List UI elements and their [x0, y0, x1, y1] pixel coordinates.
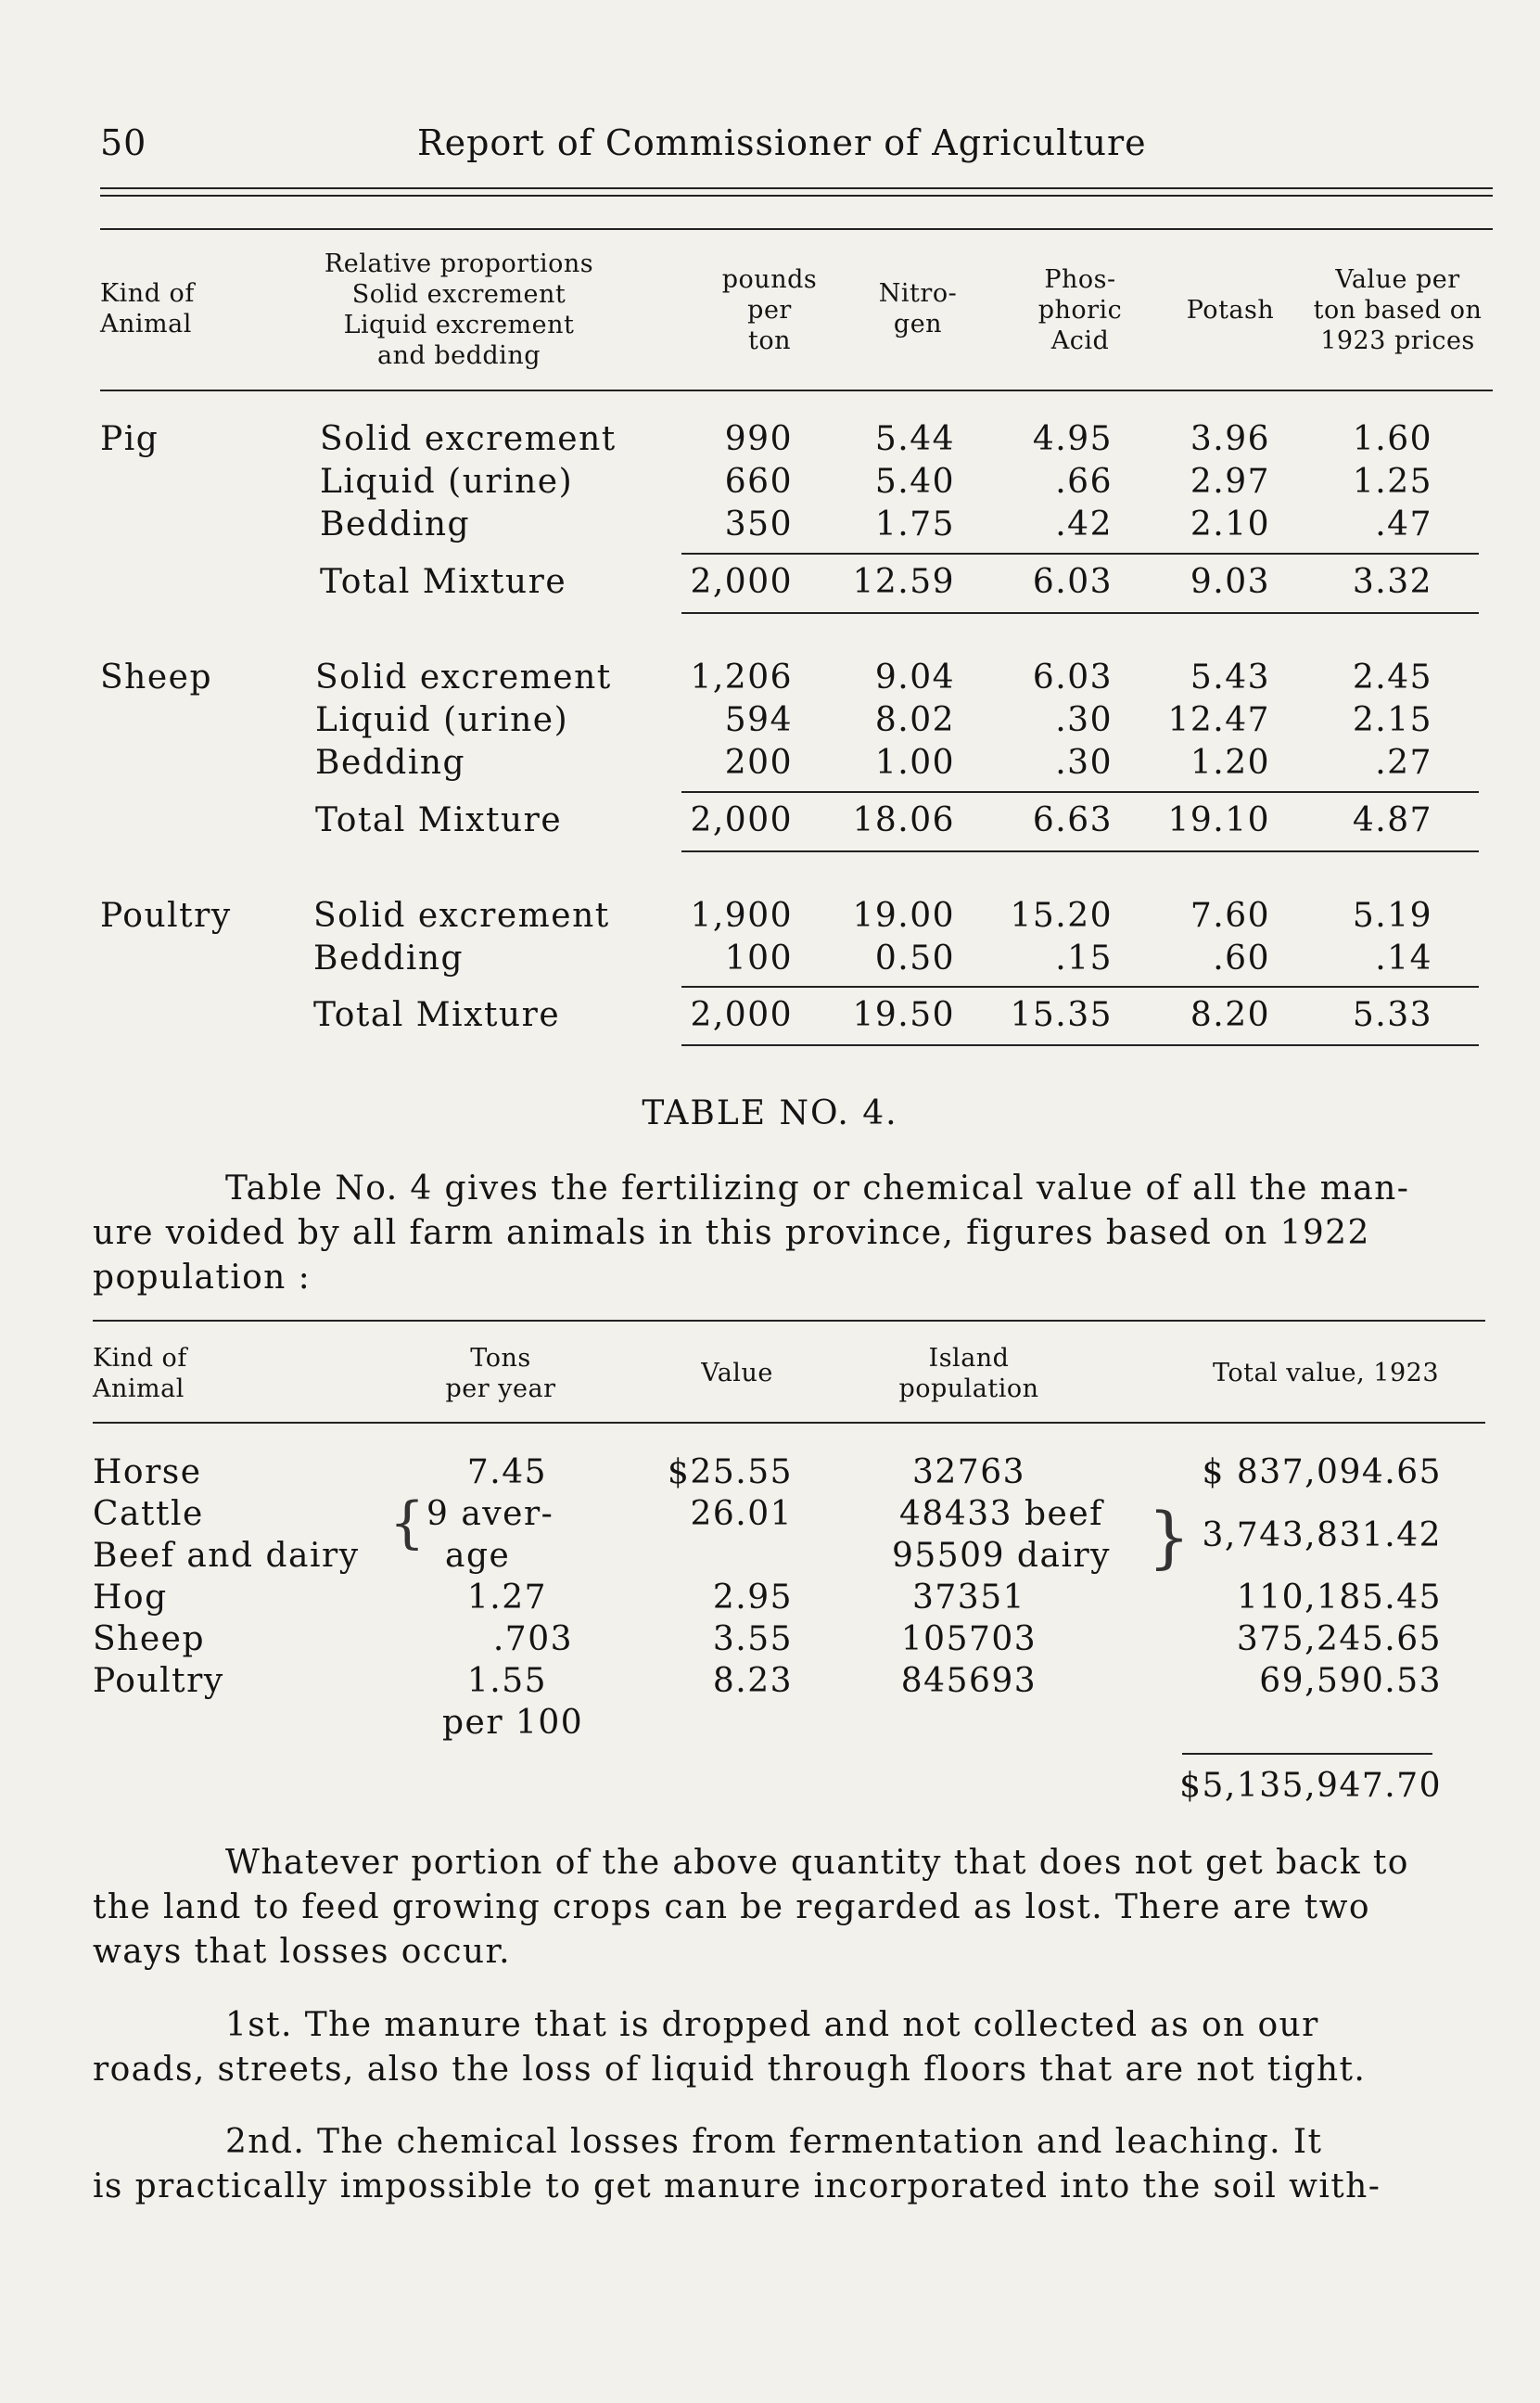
cell-total: 375,245.65: [1236, 1620, 1442, 1658]
col-tons-header: Tons per year: [445, 1344, 556, 1403]
table4-top-rule: [93, 1320, 1485, 1322]
cell-pounds: 200: [724, 744, 793, 782]
page-number: 50: [100, 122, 147, 163]
total-nitrogen: 19.50: [852, 996, 955, 1034]
total-potash: 19.10: [1167, 801, 1270, 839]
cell-value: 2.95: [712, 1579, 793, 1617]
cell-potash: 2.10: [1190, 505, 1270, 543]
total-phosphoric: 15.35: [1010, 996, 1113, 1034]
row-label: Solid excrement: [320, 420, 617, 458]
col-kind-header: Kind of Animal: [100, 279, 195, 339]
body-line: 2nd. The chemical losses from fermentation and leaching. It: [225, 2123, 1323, 2161]
cell-phosphoric: 4.95: [1032, 420, 1113, 458]
animal-cattle: Cattle: [93, 1495, 204, 1533]
cell-value: 2.15: [1352, 701, 1432, 739]
cell-value: .14: [1375, 939, 1432, 978]
total-pounds: 2,000: [690, 801, 793, 839]
row-label: Bedding: [313, 939, 465, 978]
cell-potash: 2.97: [1190, 463, 1270, 501]
group-animal-pig: Pig: [100, 420, 159, 458]
col-kind-header: Kind of Animal: [93, 1344, 187, 1403]
total-phosphoric: 6.03: [1032, 563, 1113, 601]
cell-nitrogen: 5.44: [874, 420, 955, 458]
page-title: Report of Commissioner of Agriculture: [417, 122, 1147, 163]
cell-pounds: 1,206: [690, 658, 793, 697]
animal-poultry: Poultry: [93, 1662, 224, 1700]
body-line: Whatever portion of the above quantity that does not get back to: [225, 1844, 1409, 1882]
row-label: Solid excrement: [313, 897, 610, 935]
total-rule: [681, 850, 1479, 852]
col-total-header: Total value, 1923: [1212, 1359, 1440, 1387]
cell-value: .47: [1375, 505, 1432, 543]
table3-top-rule: [100, 228, 1493, 230]
total-nitrogen: 18.06: [852, 801, 955, 839]
cell-value: 1.60: [1352, 420, 1432, 458]
cell-tons: 1.55: [466, 1662, 547, 1700]
col-nitrogen-header: Nitro- gen: [878, 279, 958, 339]
body-line: is practically impossible to get manure incorporated into the soil with-: [93, 2167, 1381, 2205]
body-line: the land to feed growing crops can be regarded as lost. There are two: [93, 1888, 1370, 1926]
body-line: ways that losses occur.: [93, 1933, 511, 1971]
total-nitrogen: 12.59: [852, 563, 955, 601]
cell-pounds: 100: [724, 939, 793, 978]
subtotal-rule: [681, 986, 1479, 988]
total-potash: 9.03: [1190, 563, 1270, 601]
cell-tons: age: [445, 1537, 511, 1575]
total-value: 5.33: [1352, 996, 1432, 1034]
cell-tons: 9 aver-: [426, 1495, 554, 1533]
col-value-header: Value: [701, 1359, 773, 1387]
cell-population: 105703: [900, 1620, 1037, 1658]
cell-nitrogen: 9.04: [874, 658, 955, 697]
animal-beef-dairy: Beef and dairy: [93, 1537, 360, 1575]
total-pounds: 2,000: [690, 996, 793, 1034]
cell-potash: 5.43: [1190, 658, 1270, 697]
cell-population: 37351: [911, 1579, 1026, 1617]
col-pounds-header: pounds per ton: [721, 265, 818, 355]
cell-pounds: 350: [724, 505, 793, 543]
cell-nitrogen: 19.00: [852, 897, 955, 935]
total-pounds: 2,000: [690, 563, 793, 601]
table4-intro-line: population :: [93, 1259, 312, 1297]
row-label: Solid excrement: [315, 658, 612, 697]
col-value-header: Value per ton based on 1923 prices: [1313, 265, 1483, 355]
cell-value: 3.55: [712, 1620, 793, 1658]
cell-phosphoric: .15: [1055, 939, 1113, 978]
cell-value: .27: [1375, 744, 1432, 782]
row-label: Liquid (urine): [320, 463, 574, 501]
header-rule-bottom: [100, 195, 1493, 197]
cell-population: 845693: [900, 1662, 1037, 1700]
cell-nitrogen: 1.00: [874, 744, 955, 782]
cell-phosphoric: .42: [1055, 505, 1113, 543]
subtotal-rule: [681, 791, 1479, 793]
cell-value: 26.01: [690, 1495, 793, 1533]
body-line: roads, streets, also the loss of liquid through floors that are not tight.: [93, 2051, 1367, 2089]
cell-nitrogen: 5.40: [874, 463, 955, 501]
group-animal-sheep: Sheep: [100, 658, 213, 697]
cell-phosphoric: 6.03: [1032, 658, 1113, 697]
table4-intro-line: ure voided by all farm animals in this province, figures based on 1922: [93, 1214, 1370, 1252]
cell-phosphoric: .66: [1055, 463, 1113, 501]
table4-intro-line: Table No. 4 gives the fertilizing or chemical value of all the man-: [225, 1170, 1410, 1208]
cell-total: $ 837,094.65: [1202, 1453, 1442, 1491]
header-rule-top: [100, 187, 1493, 189]
cell-phosphoric: .30: [1055, 744, 1113, 782]
cell-value: 5.19: [1352, 897, 1432, 935]
total-label: Total Mixture: [313, 996, 561, 1034]
cell-tons: 7.45: [466, 1453, 547, 1491]
cell-value: $25.55: [668, 1453, 793, 1491]
total-label: Total Mixture: [320, 563, 567, 601]
cell-phosphoric: .30: [1055, 701, 1113, 739]
total-phosphoric: 6.63: [1032, 801, 1113, 839]
row-label: Bedding: [315, 744, 466, 782]
subtotal-rule: [681, 553, 1479, 555]
table3-header-rule: [100, 390, 1493, 391]
col-population-header: Island population: [898, 1344, 1039, 1403]
cell-pounds: 660: [724, 463, 793, 501]
cell-pounds: 990: [724, 420, 793, 458]
cell-total-cattle: 3,743,831.42: [1202, 1516, 1442, 1554]
cell-potash: 7.60: [1190, 897, 1270, 935]
grand-total-rule: [1182, 1753, 1432, 1755]
animal-hog: Hog: [93, 1579, 168, 1617]
cell-potash: 3.96: [1190, 420, 1270, 458]
total-rule: [681, 1044, 1479, 1046]
group-animal-poultry: Poultry: [100, 897, 232, 935]
cell-total: 110,185.45: [1236, 1579, 1442, 1617]
cell-population: 32763: [911, 1453, 1026, 1491]
cell-nitrogen: 0.50: [874, 939, 955, 978]
total-value: 4.87: [1352, 801, 1432, 839]
cell-pounds: 1,900: [690, 897, 793, 935]
cell-nitrogen: 8.02: [874, 701, 955, 739]
cell-population: 48433 beef: [899, 1495, 1103, 1533]
animal-sheep: Sheep: [93, 1620, 206, 1658]
table4-caption: TABLE NO. 4.: [642, 1094, 898, 1132]
cell-tons: 1.27: [466, 1579, 547, 1617]
cell-value: 8.23: [712, 1662, 793, 1700]
grand-total: $5,135,947.70: [1179, 1767, 1442, 1805]
body-line: 1st. The manure that is dropped and not collected as on our: [225, 2006, 1319, 2044]
row-label: Bedding: [320, 505, 471, 543]
row-label: Liquid (urine): [315, 701, 569, 739]
cell-value: 2.45: [1352, 658, 1432, 697]
total-potash: 8.20: [1190, 996, 1270, 1034]
cell-value: 1.25: [1352, 463, 1432, 501]
brace-left-icon: {: [389, 1490, 426, 1555]
cell-phosphoric: 15.20: [1010, 897, 1113, 935]
cell-pounds: 594: [724, 701, 793, 739]
cell-nitrogen: 1.75: [874, 505, 955, 543]
total-value: 3.32: [1352, 563, 1432, 601]
total-rule: [681, 612, 1479, 614]
cell-potash: .60: [1213, 939, 1270, 978]
col-potash-header: Potash: [1186, 296, 1275, 325]
cell-potash: 12.47: [1167, 701, 1270, 739]
cell-tons-note: per 100: [442, 1704, 584, 1742]
brace-right-icon: }: [1148, 1498, 1190, 1576]
cell-tons: .703: [492, 1620, 573, 1658]
table4-header-rule: [93, 1422, 1485, 1424]
animal-horse: Horse: [93, 1453, 202, 1491]
total-label: Total Mixture: [315, 801, 563, 839]
col-phosphoric-header: Phos- phoric Acid: [1037, 265, 1123, 355]
col-proportions-header: Relative proportions Solid excrement Liquid excrement and bedding: [324, 249, 594, 370]
cell-total: 69,590.53: [1259, 1662, 1442, 1700]
cell-potash: 1.20: [1190, 744, 1270, 782]
cell-population: 95509 dairy: [891, 1537, 1112, 1575]
